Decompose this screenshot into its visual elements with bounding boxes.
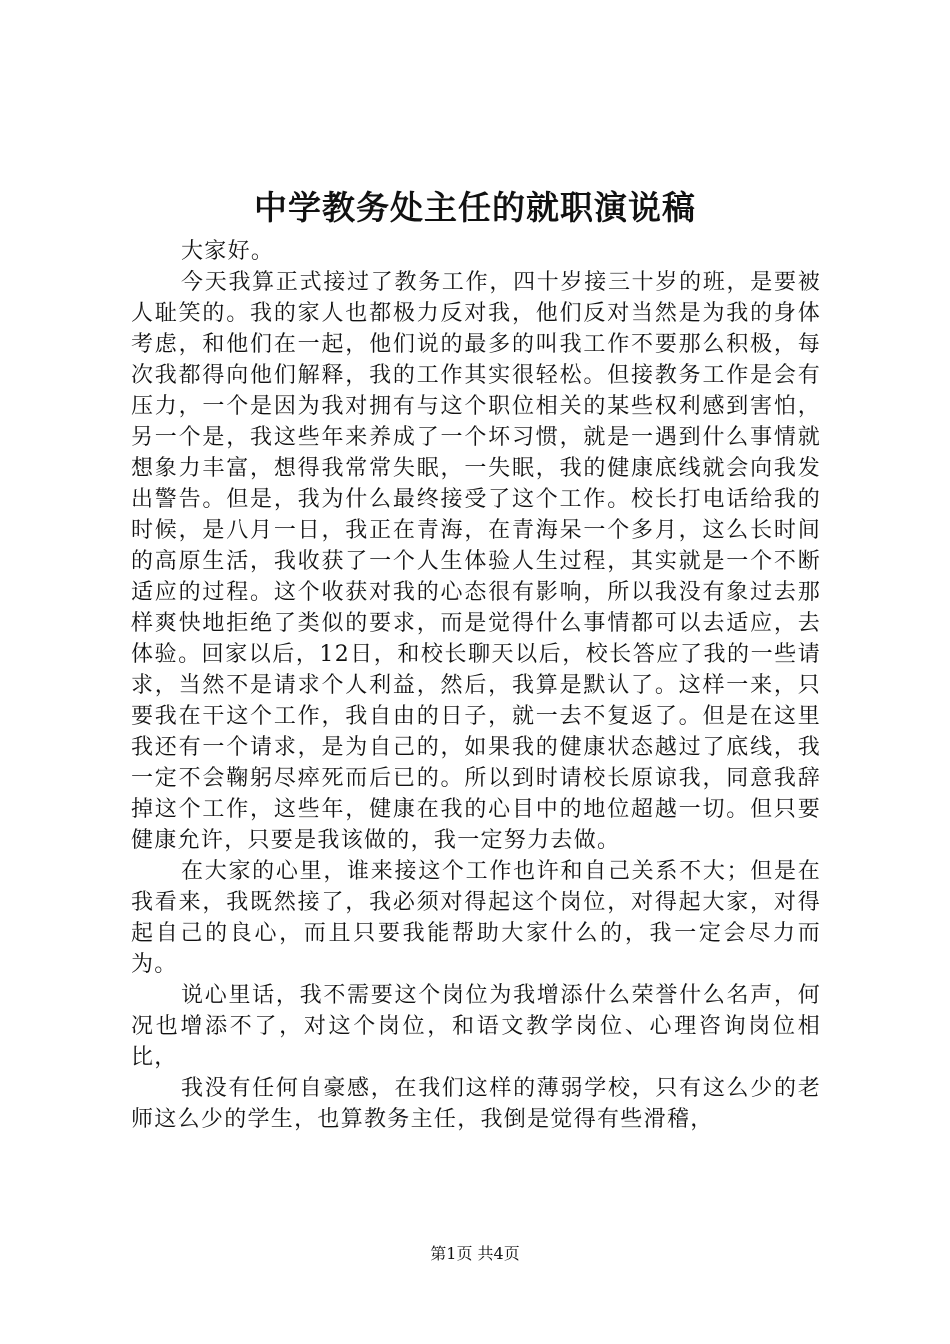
paragraph-3: 说心里话，我不需要这个岗位为我增添什么荣誉什么名声，何况也增添不了，对这个岗位，和语文教学岗位、心理咨询岗位相比， bbox=[131, 983, 821, 1070]
document-title: 中学教务处主任的就职演说稿 bbox=[254, 188, 696, 227]
paragraph-2: 在大家的心里，谁来接这个工作也许和自己关系不大；但是在我看来，我既然接了，我必须对得起这个岗位，对得起大家，对得起自己的良心，而且只要我能帮助大家什么的，我一定会尽力而为。 bbox=[131, 859, 821, 977]
document-body bbox=[131, 236, 821, 1135]
paragraph-1: 今天我算正式接过了教务工作，四十岁接三十岁的班，是要被人耻笑的。我的家人也都极力反对我，他们反对当然是为我的身体考虑，和他们在一起，他们说的最多的叫我工作不要那么积极，每次我都得向他们解释，我的工作其实很轻松。但接教务工作是会有压力，一个是因为我对拥有与这个职位相关的某些权利感到害怕，另一个是，我这些年来养成了一个坏习惯，就是一遇到什么事情就想象力丰富，想得我常常失眠，一失眠，我的健康底线就会向我发出警告。但是，我为什么最终接受了这个工作。校长打电话给我的时候，是八月一日，我正在青海，在青海呆一个多月，这么长时间的高原生活，我收获了一个人生体验人生过程，其实就是一个不断适应的过程。这个收获对我的心态很有影响，所以我没有象过去那样爽快地拒绝了类似的要求，而是觉得什么事情都可以去适应，去体验。回家以后，12日，和校长聊天以后，校长答应了我的一些请求，当然不是请求个人利益，然后，我算是默认了。这样一来，只要我在干这个工作，我自由的日子，就一去不复返了。但是在这里我还有一个请求，是为自己的，如果我的健康状态越过了底线，我一定不会鞠躬尽瘁死而后已的。所以到时请校长原谅我，同意我辞掉这个工作，这些年，健康在我的心目中的地位超越一切。但只要健康允许，只要是我该做的，我一定努力去做。 bbox=[131, 270, 821, 853]
page-footer: 第1页 共4页 bbox=[430, 1244, 520, 1263]
paragraph-4: 我没有任何自豪感，在我们这样的薄弱学校，只有这么少的老师这么少的学生，也算教务主任，我倒是觉得有些滑稽， bbox=[131, 1076, 821, 1132]
paragraph-greeting: 大家好。 bbox=[181, 239, 275, 264]
